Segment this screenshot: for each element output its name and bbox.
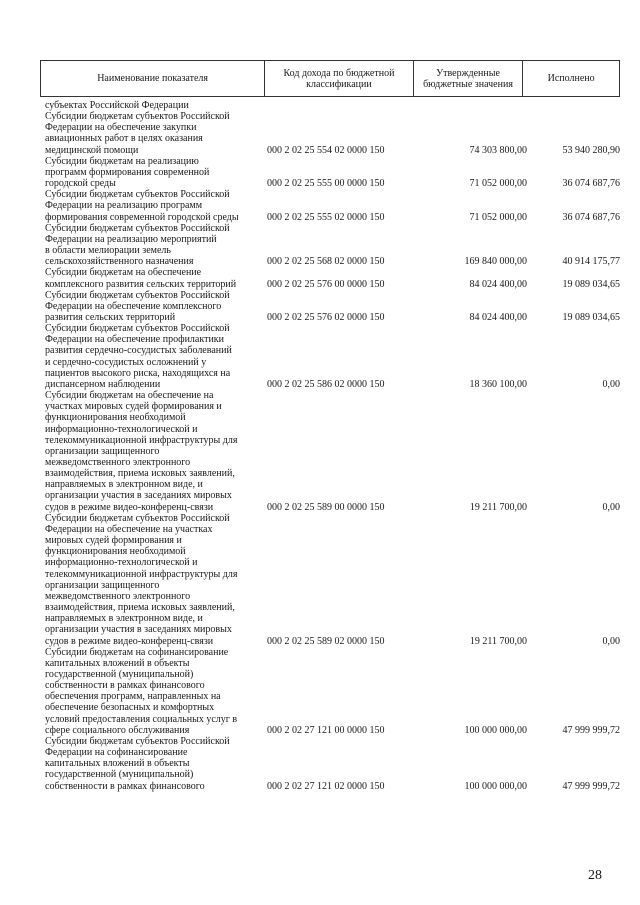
row-name-line: и сердечно-сосудистых осложнений у	[45, 356, 207, 368]
row-name-line: капитальных вложений в объекты	[45, 758, 190, 770]
row-name-line: Субсидии бюджетам субъектов Российской	[45, 512, 230, 524]
row-name-line: направляемых в электронном виде, и	[45, 613, 203, 625]
table-row	[45, 267, 620, 289]
row-code: 000 2 02 25 586 02 0000 150	[267, 378, 385, 390]
row-name	[45, 100, 262, 111]
row-name-line: пациентов высокого риска, находящихся на	[45, 367, 231, 379]
row-code: 000 2 02 25 576 02 0000 150	[267, 311, 385, 323]
row-executed: 19 089 034,65	[562, 278, 620, 290]
row-name-line: организации участия в заседаниях мировых	[45, 624, 232, 636]
row-name-line: Субсидии бюджетам субъектов Российской	[45, 111, 230, 123]
row-name-line: развития сельских территорий	[45, 311, 176, 323]
row-name	[45, 223, 262, 268]
row-executed: 47 999 999,72	[562, 724, 620, 736]
row-executed: 0,00	[602, 501, 620, 513]
row-name-line: Субсидии бюджетам субъектов Российской	[45, 289, 230, 301]
row-name-line: организации защищенного	[45, 445, 160, 457]
table-body	[45, 100, 620, 792]
table-row	[45, 223, 620, 268]
row-name-line: Федерации на обеспечение закупки	[45, 122, 197, 134]
row-executed: 47 999 999,72	[562, 780, 620, 792]
row-name-line: телекоммуникационной инфраструктуры для	[45, 568, 238, 580]
row-name-line: функционирования необходимой	[45, 546, 186, 558]
row-name-line: информационно-технологической и	[45, 557, 198, 569]
row-name-line: Субсидии бюджетам на обеспечение	[45, 267, 202, 279]
row-name-line: обеспечение безопасных и комфортных	[45, 702, 215, 714]
table-header	[40, 60, 620, 97]
table-row	[45, 156, 620, 189]
table-row	[45, 513, 620, 647]
row-approved: 71 052 000,00	[469, 211, 527, 223]
row-code: 000 2 02 25 555 00 0000 150	[267, 178, 385, 190]
row-executed: 40 914 175,77	[562, 256, 620, 268]
row-name-line: государственной (муниципальной)	[45, 668, 194, 680]
row-executed: 0,00	[602, 635, 620, 647]
row-name-line: капитальных вложений в объекты	[45, 657, 190, 669]
row-name-line: Федерации на обеспечение на участках	[45, 523, 213, 535]
row-name-line: авиационных работ в целях оказания	[45, 133, 203, 145]
row-name-line: Федерации на реализацию мероприятий	[45, 233, 217, 245]
row-name-line: Субсидии бюджетам субъектов Российской	[45, 323, 230, 335]
row-name	[45, 736, 262, 792]
row-name-line: Субсидии бюджетам на реализацию	[45, 155, 199, 167]
row-name-line: Федерации на реализацию программ	[45, 200, 203, 212]
row-name-line: Субсидии бюджетам субъектов Российской	[45, 222, 230, 234]
row-name	[45, 267, 262, 289]
row-name	[45, 189, 262, 222]
row-name-line: Субсидии бюджетам субъектов Российской	[45, 189, 230, 201]
row-name	[45, 323, 262, 390]
table-row	[45, 390, 620, 513]
table-row	[45, 736, 620, 792]
row-executed: 36 074 687,76	[562, 211, 620, 223]
row-executed: 19 089 034,65	[562, 311, 620, 323]
row-name-line: сфере социального обслуживания	[45, 724, 190, 736]
row-code: 000 2 02 25 554 02 0000 150	[267, 144, 385, 156]
row-name-line: медицинской помощи	[45, 144, 139, 156]
row-name	[45, 290, 262, 323]
row-name-line: в области мелиорации земель	[45, 245, 171, 257]
row-approved: 19 211 700,00	[469, 635, 527, 647]
row-name-line: Федерации на обеспечение комплексного	[45, 300, 222, 312]
row-name-line: участках мировых судей формирования и	[45, 401, 222, 413]
row-code: 000 2 02 25 568 02 0000 150	[267, 256, 385, 268]
row-name-line: диспансерном наблюдении	[45, 378, 161, 390]
row-name-line: формирования современной городской среды	[45, 211, 239, 223]
row-code: 000 2 02 27 121 00 0000 150	[267, 724, 385, 736]
row-name-line: направляемых в электронном виде, и	[45, 479, 203, 491]
row-approved: 18 360 100,00	[469, 378, 527, 390]
header-approved: Утвержденные бюджетные значения	[414, 61, 524, 96]
row-name-line: программ формирования современной	[45, 166, 210, 178]
row-name-line: собственности в рамках финансового	[45, 680, 205, 692]
row-approved: 84 024 400,00	[469, 278, 527, 290]
row-executed: 36 074 687,76	[562, 178, 620, 190]
row-name	[45, 156, 262, 189]
table-row	[45, 100, 620, 111]
row-name-line: мировых судей формирования и	[45, 535, 182, 547]
row-approved: 100 000 000,00	[464, 724, 527, 736]
row-name-line: обеспечения программ, направленных на	[45, 691, 221, 703]
row-name-line: организации защищенного	[45, 579, 160, 591]
row-executed: 53 940 280,90	[562, 144, 620, 156]
row-approved: 74 303 800,00	[469, 144, 527, 156]
row-approved: 84 024 400,00	[469, 311, 527, 323]
header-executed: Исполнено	[547, 73, 595, 84]
table-row	[45, 323, 620, 390]
row-approved: 169 840 000,00	[464, 256, 527, 268]
row-name-line: Субсидии бюджетам субъектов Российской	[45, 735, 230, 747]
row-name-line: собственности в рамках финансового	[45, 780, 205, 792]
row-name-line: условий предоставления социальных услуг в	[45, 713, 238, 725]
row-name-line: межведомственного электронного	[45, 457, 191, 468]
table-row	[45, 111, 620, 156]
table-row	[45, 189, 620, 222]
row-name	[45, 647, 262, 736]
row-name-line: телекоммуникационной инфраструктуры для	[45, 434, 238, 446]
row-name-line: субъектах Российской Федерации	[45, 100, 189, 111]
row-name-line: Субсидии бюджетам на обеспечение на	[45, 390, 214, 402]
row-name-line: функционирования необходимой	[45, 412, 186, 424]
header-name: Наименование показателя	[41, 61, 265, 96]
row-name-line: взаимодействия, приема исковых заявлений,	[45, 602, 235, 614]
table-row	[45, 290, 620, 323]
row-approved: 71 052 000,00	[469, 178, 527, 190]
row-name-line: судов в режиме видео-конференц-связи	[45, 635, 214, 647]
row-name	[45, 513, 262, 647]
row-name-line: организации участия в заседаниях мировых	[45, 490, 232, 502]
row-name-line: судов в режиме видео-конференц-связи	[45, 501, 214, 513]
row-approved: 100 000 000,00	[464, 780, 527, 792]
row-name-line: государственной (муниципальной)	[45, 769, 194, 781]
table-row	[45, 647, 620, 736]
row-name-line: взаимодействия, приема исковых заявлений,	[45, 468, 235, 480]
row-code: 000 2 02 25 555 02 0000 150	[267, 211, 385, 223]
row-name-line: межведомственного электронного	[45, 590, 191, 602]
row-name-line: комплексного развития сельских территорий	[45, 278, 237, 290]
row-name-line: Федерации на софинансирование	[45, 747, 188, 759]
row-approved: 19 211 700,00	[469, 501, 527, 513]
row-name-line: Субсидии бюджетам на софинансирование	[45, 646, 229, 658]
row-name-line: развития сердечно-сосудистых заболеваний	[45, 345, 232, 357]
row-code: 000 2 02 25 589 02 0000 150	[267, 635, 385, 647]
page-number: 28	[588, 868, 602, 883]
row-name	[45, 111, 262, 156]
row-name-line: городской среды	[45, 178, 116, 190]
header-code: Код дохода по бюджетной классификации	[265, 61, 413, 96]
row-name-line: информационно-технологической и	[45, 423, 198, 435]
row-code: 000 2 02 25 576 00 0000 150	[267, 278, 385, 290]
row-code: 000 2 02 27 121 02 0000 150	[267, 780, 385, 792]
row-executed: 0,00	[602, 378, 620, 390]
row-name	[45, 390, 262, 513]
row-code: 000 2 02 25 589 00 0000 150	[267, 501, 385, 513]
row-name-line: Федерации на обеспечение профилактики	[45, 334, 225, 346]
row-name-line: сельскохозяйственного назначения	[45, 256, 194, 268]
